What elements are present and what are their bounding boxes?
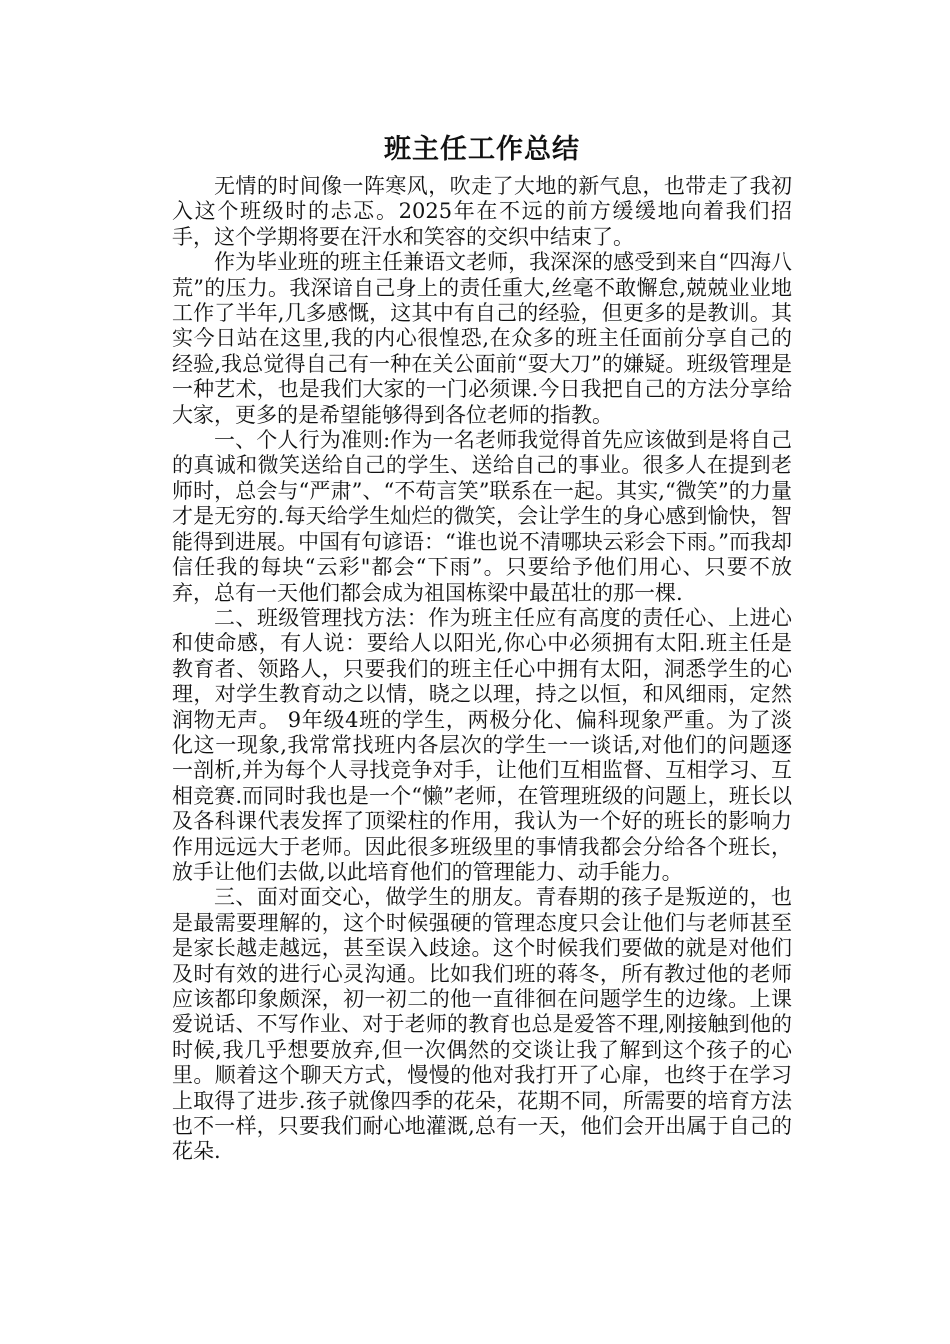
paragraph-role: 作为毕业班的班主任兼语文老师，我深深的感受到来自“四海八荒”的压力。我深谙自己身上的责任重大,丝毫不敢懈怠,兢兢业业地工作了半年,几多感慨，这其中有自己的经验，但更多的是教训。其实今日站在这里,我的内心很惶恐,在众多的班主任面前分享自己的经验,我总觉得自己有一种在关公面前“耍大刀”的嫌疑。班级管理是一种艺术，也是我们大家的一门必须课.今日我把自己的方法分享给大家，更多的是希望能够得到各位老师的指教。 [172,250,792,427]
paragraph-intro: 无情的时间像一阵寒风，吹走了大地的新气息，也带走了我初入这个班级时的忐忑。2025年在不远的前方缓缓地向着我们招手，这个学期将要在汗水和笑容的交织中结束了。 [172,174,792,249]
document-page [172,128,792,1165]
paragraph-personal-conduct: 一、个人行为准则:作为一名老师我觉得首先应该做到是将自己的真诚和微笑送给自己的学生、送给自己的事业。很多人在提到老师时，总会与“严肃”、“不苟言笑”联系在一起。其实,“微笑”的力量才是无穷的.每天给学生灿烂的微笑，会让学生的身心感到愉快，智能得到进展。中国有句谚语：“谁也说不清哪块云彩会下雨。”而我却信任我的每块“云彩"都会“下雨”。只要给予他们用心、只要不放弃，总有一天他们都会成为祖国栋梁中最茁壮的那一棵. [172,428,792,605]
paragraph-heart-to-heart: 三、面对面交心，做学生的朋友。青春期的孩子是叛逆的，也是最需要理解的，这个时候强硬的管理态度只会让他们与老师甚至是家长越走越远，甚至误入歧途。这个时候我们要做的就是对他们及时有效的进行心灵沟通。比如我们班的蒋冬，所有教过他的老师应该都印象颇深，初一初二的他一直徘徊在问题学生的边缘。上课爱说话、不写作业、对于老师的教育也总是爱答不理,刚接触到他的时候,我几乎想要放弃,但一次偶然的交谈让我了解到这个孩子的心里。顺着这个聊天方式，慢慢的他对我打开了心扉，也终于在学习上取得了进步.孩子就像四季的花朵，花期不同，所需要的培育方法也不一样，只要我们耐心地灌溉,总有一天，他们会开出属于自己的花朵. [172,885,792,1164]
document-title: 班主任工作总结 [384,134,580,165]
paragraph-class-management: 二、班级管理找方法：作为班主任应有高度的责任心、上进心和使命感，有人说：要给人以阳光,你心中必须拥有太阳.班主任是教育者、领路人，只要我们的班主任心中拥有太阳，洞悉学生的心理，对学生教育动之以情，晓之以理，持之以恒，和风细雨，定然润物无声。 9年级4班的学生，两极分化、偏科现象严重。为了淡化这一现象,我常常找班内各层次的学生一一谈话,对他们的问题逐一剖析,并为每个人寻找竞争对手，让他们互相监督、互相学习、互相竞赛.而同时我也是一个“懒”老师，在管理班级的问题上，班长以及各科课代表发挥了顶梁柱的作用，我认为一个好的班长的影响力作用远远大于老师。因此很多班级里的事情我都会分给各个班长，放手让他们去做,以此培育他们的管理能力、动手能力。 [172,605,792,884]
